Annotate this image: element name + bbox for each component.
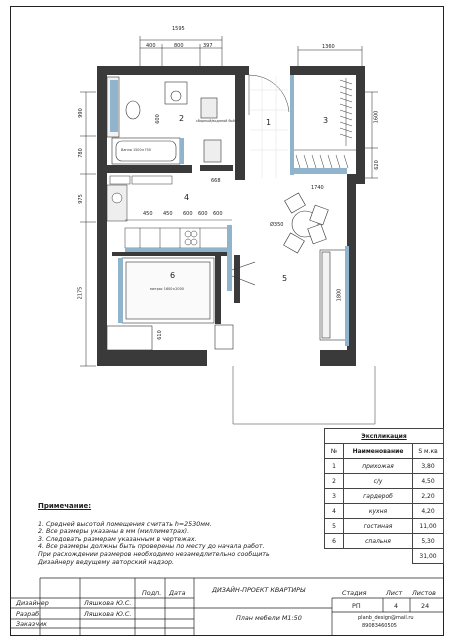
explication-total: 31,00 [413, 549, 444, 564]
tb-developer-name: Ляшкова Ю.С. [84, 610, 132, 618]
room-number-2: 2 [179, 114, 185, 123]
dim-mid-1740: 1740 [311, 185, 324, 191]
room-number-5: 5 [282, 274, 288, 283]
note-line: 3. Следовать размерам указанным в чертежах. [38, 535, 197, 543]
tb-sheet-title: План мебели М1:50 [236, 614, 302, 622]
dim-sofa-length: 1800 [336, 288, 343, 302]
row-number: 5 [325, 519, 344, 534]
row-name: спальня [344, 534, 413, 549]
explication-col-num: № [325, 444, 344, 459]
dim-table-diameter: Ø350 [270, 222, 284, 228]
dim-right-1600: 1600 [373, 110, 380, 124]
tb-email: planb_design@mail.ru [358, 615, 414, 621]
note-line: При расхождении размеров необходимо незамедлительно сообщить [38, 550, 270, 558]
dim-left-c: 975 [77, 194, 84, 204]
row-area: 4,50 [413, 474, 444, 489]
bath-label: Ванна 1500×750 [121, 148, 151, 152]
tb-stage-value: РП [352, 602, 361, 610]
dim-left-b: 780 [77, 148, 84, 158]
tb-sheets-value: 24 [421, 602, 430, 610]
notes-title: Примечание: [38, 502, 92, 510]
explication-title: Экспликация [325, 429, 444, 444]
tb-date-header: Дата [169, 589, 186, 597]
row-name: кухня [344, 504, 413, 519]
note-line: 1. Средней высотой помещения считать h=2530мм. [38, 520, 212, 528]
explication-col-name: Наименование [344, 444, 413, 459]
row-number: 2 [325, 474, 344, 489]
tb-stage-label: Стадия [342, 589, 367, 597]
dim-bed-height: 610 [156, 330, 163, 340]
tb-project-title: ДИЗАЙН-ПРОЕКТ КВАРТИРЫ [212, 586, 306, 594]
row-name: гостиная [344, 519, 413, 534]
tb-designer-label: Дизайнер [16, 599, 49, 607]
row-number: 1 [325, 459, 344, 474]
dim-kitchen-3: 600 [183, 211, 193, 217]
room-number-4: 4 [184, 193, 190, 202]
tb-sheets-label: Листов [412, 589, 436, 597]
row-name: гардероб [344, 489, 413, 504]
row-number: 4 [325, 504, 344, 519]
row-name: прихожая [344, 459, 413, 474]
dim-top-a: 400 [146, 43, 156, 49]
note-line: Дизайнеру ведущему авторский надзор. [38, 558, 175, 566]
row-area: 3,80 [413, 459, 444, 474]
tb-designer-name: Ляшкова Ю.С. [84, 599, 132, 607]
dim-left-a: 990 [77, 108, 84, 118]
room-number-1: 1 [266, 118, 272, 127]
dim-top-c: 397 [203, 43, 213, 49]
dim-top-b: 800 [174, 43, 184, 49]
note-line: 2. Все размеры указаны в мм (миллиметрах). [38, 528, 190, 536]
tb-developer-label: Разраб. [16, 610, 42, 618]
dim-mid-668: 668 [211, 178, 221, 184]
room-number-3: 3 [323, 116, 329, 125]
dim-kitchen-2: 450 [163, 211, 173, 217]
row-number: 3 [325, 489, 344, 504]
row-area: 5,30 [413, 534, 444, 549]
dim-kitchen-5: 600 [213, 211, 223, 217]
row-area: 2,20 [413, 489, 444, 504]
dim-kitchen-4: 600 [198, 211, 208, 217]
note-line: 4. Все размеры должны быть проверены по месту до начала работ. [38, 543, 265, 551]
dim-top-right: 1360 [322, 44, 335, 50]
boiler-label: сборный/водяной бойлер [196, 119, 242, 123]
row-name: с/у [344, 474, 413, 489]
room-number-6: 6 [170, 271, 176, 280]
dim-left-d: 2175 [77, 286, 84, 300]
dim-top-total: 1595 [172, 26, 185, 32]
row-number: 6 [325, 534, 344, 549]
tb-sheet-value: 4 [394, 602, 399, 610]
row-area: 11,00 [413, 519, 444, 534]
dim-inner-600: 600 [154, 114, 161, 124]
dim-right-620: 620 [373, 160, 380, 170]
bed-label: матрас 1600×2000 [150, 287, 184, 291]
tb-phone: 89083460505 [362, 623, 397, 629]
row-area: 4,20 [413, 504, 444, 519]
tb-customer-label: Заказчик [16, 620, 47, 628]
explication-col-area: S м.кв [413, 444, 444, 459]
tb-sheet-label: Лист [386, 589, 403, 597]
dim-kitchen-1: 450 [143, 211, 153, 217]
tb-sign-header: Подп. [142, 589, 162, 597]
